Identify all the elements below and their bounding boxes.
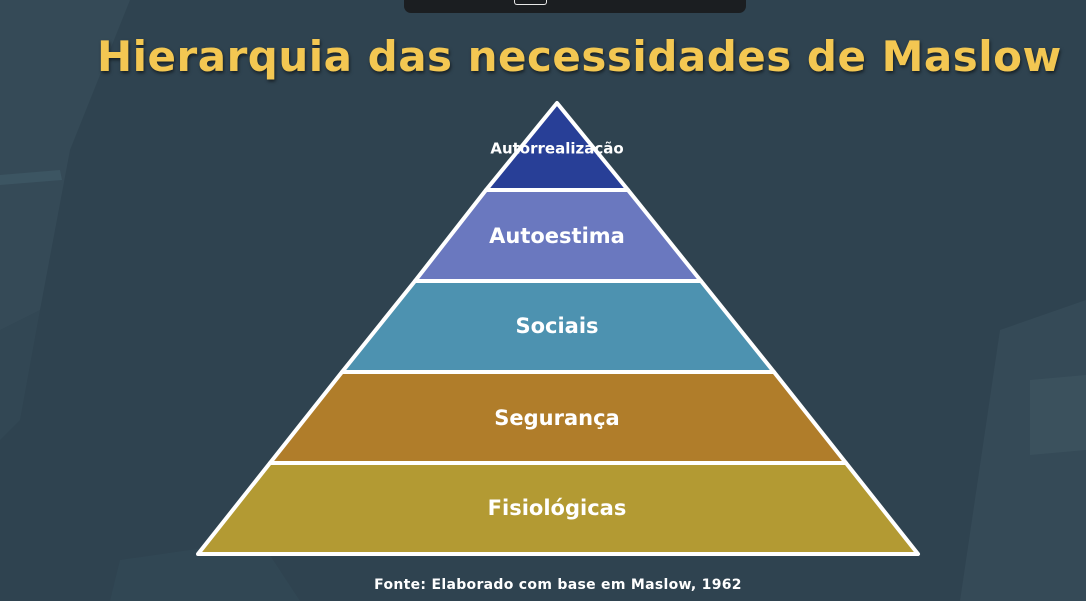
pyramid-label-seguranca: Segurança <box>494 406 620 430</box>
pyramid-label-fisiologicas: Fisiológicas <box>487 496 627 520</box>
slide-title: Hierarquia das necessidades de Maslow <box>97 32 1062 81</box>
pyramid-label-autoestima: Autoestima <box>489 224 625 248</box>
pyramid-label-sociais: Sociais <box>515 314 599 338</box>
pyramid-label-autorrealizacao: Autorrealização <box>490 139 624 158</box>
source-caption: Fonte: Elaborado com base em Maslow, 1962 <box>374 577 742 593</box>
